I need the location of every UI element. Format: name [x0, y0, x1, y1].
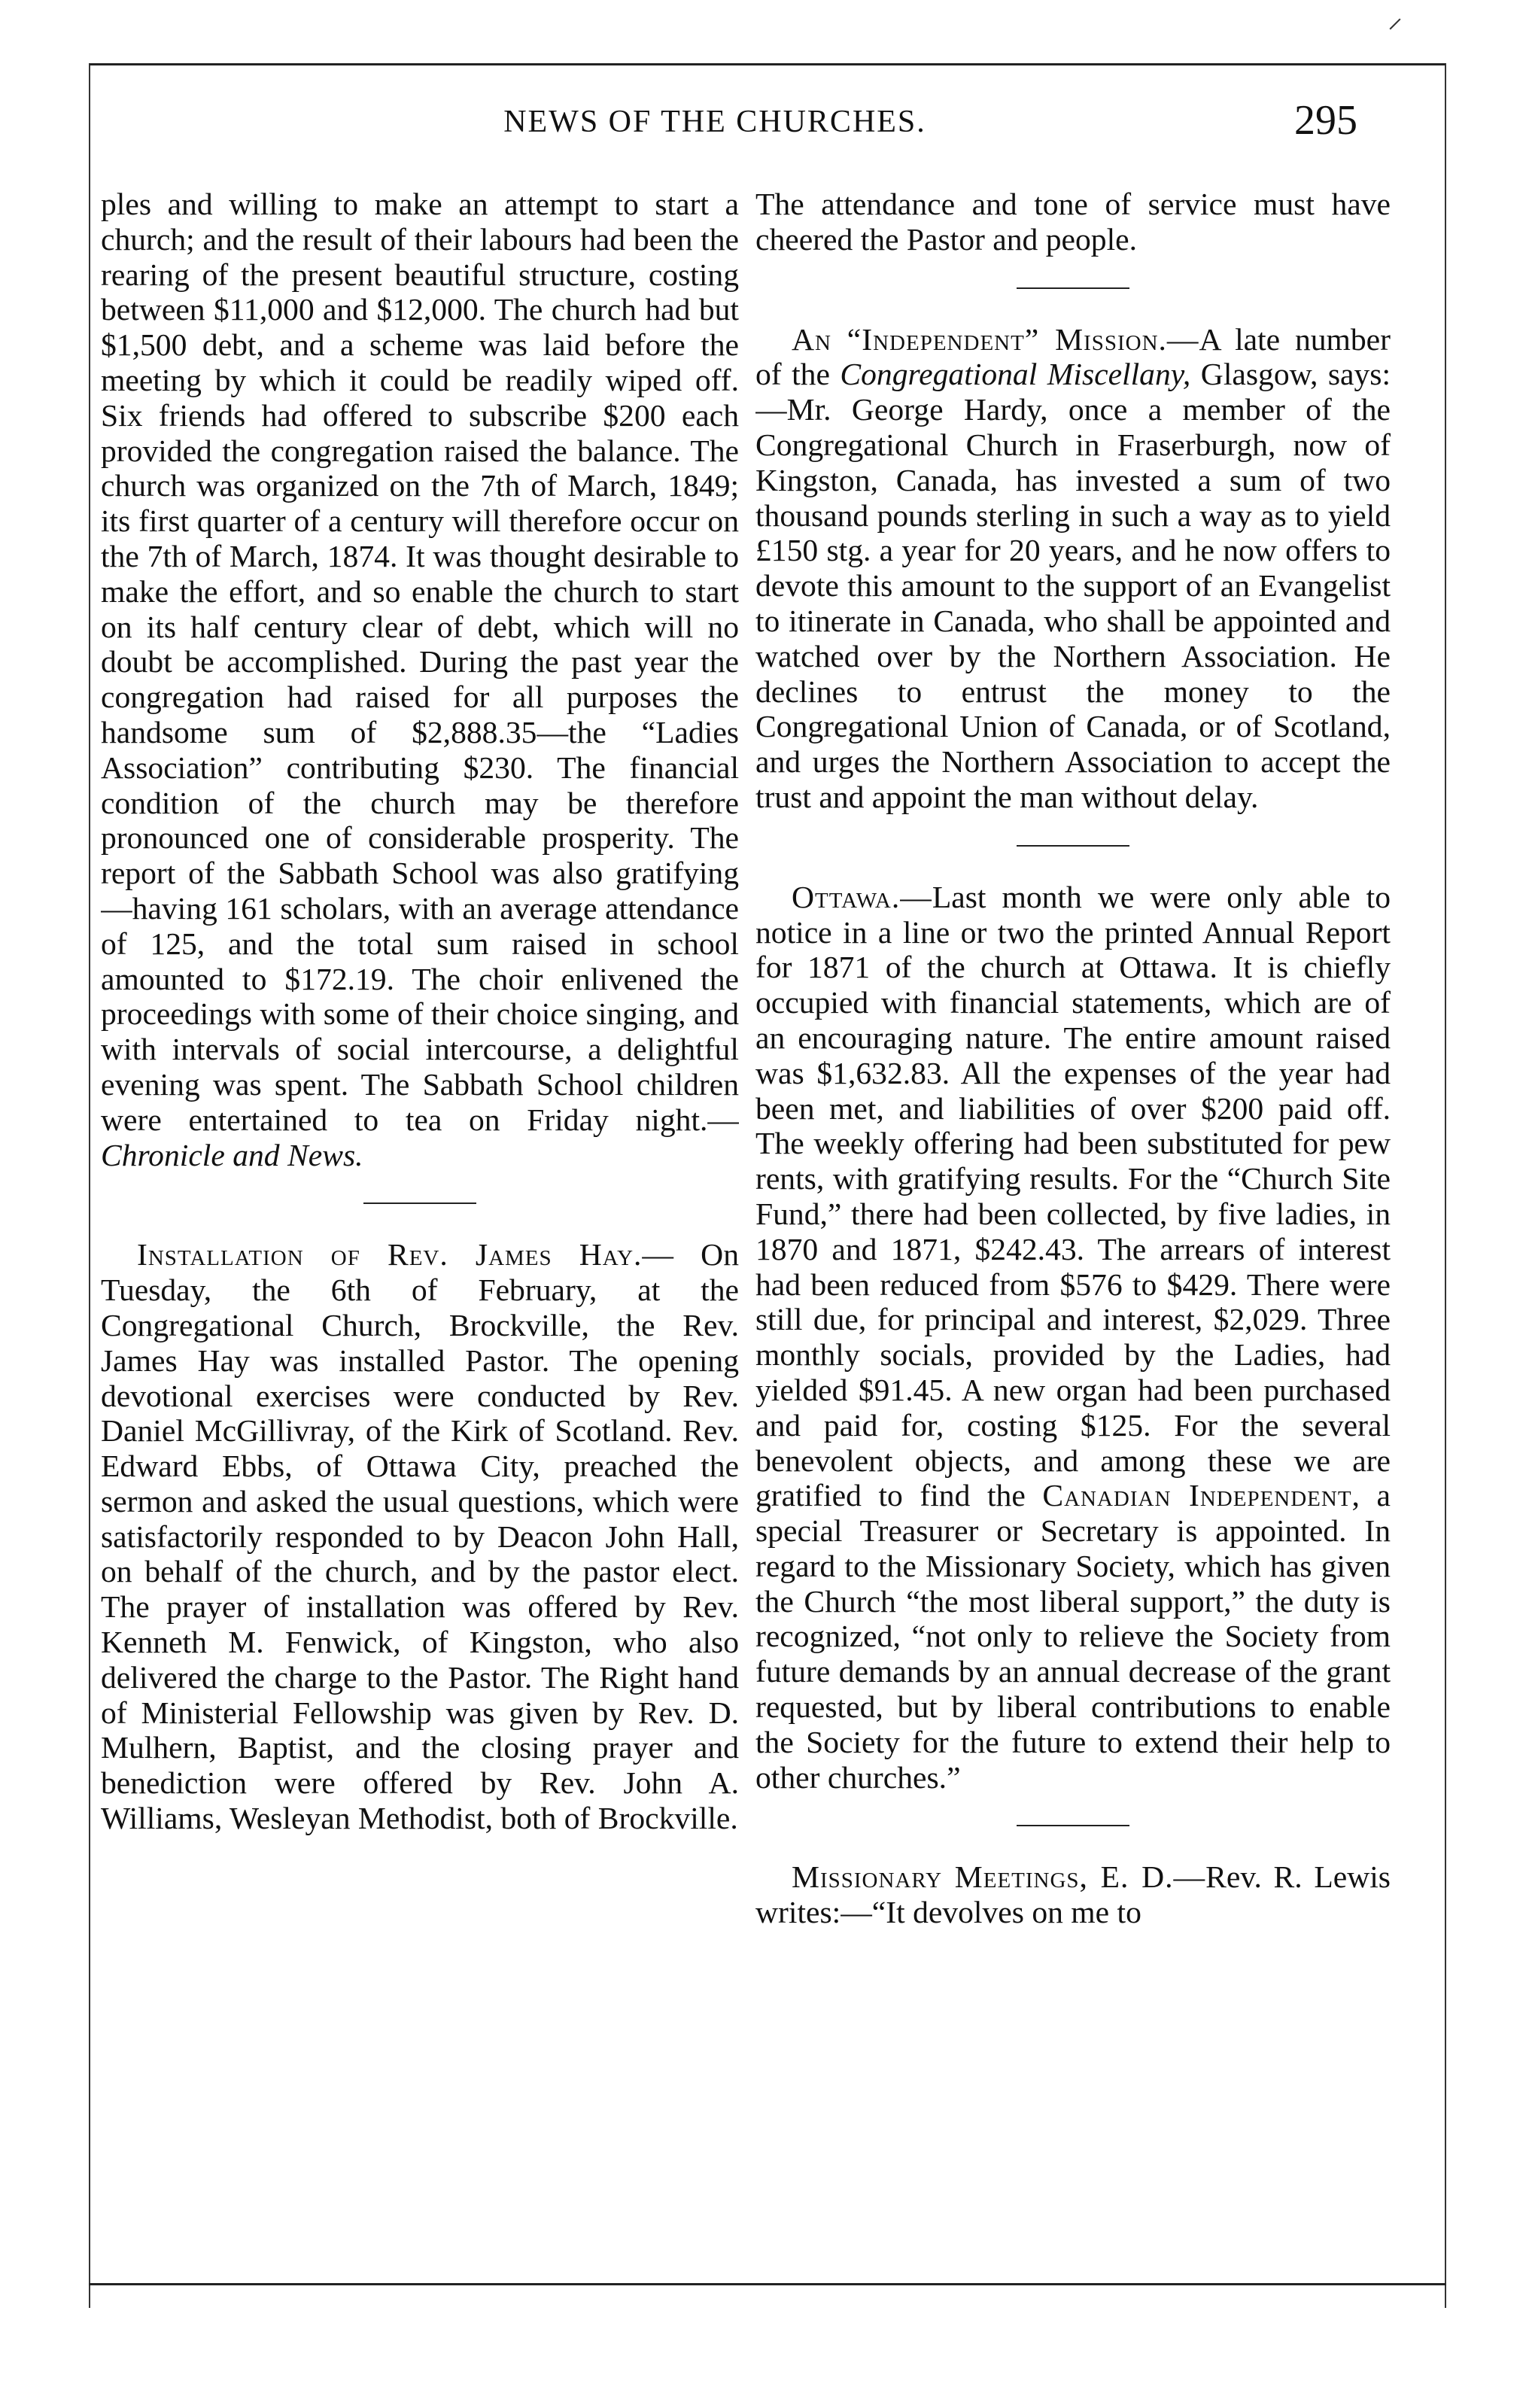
service-continuation: The attendance and tone of service must have cheered the Pastor and people.: [755, 187, 1391, 257]
continuation-text: ples and willing to make an attempt to start a church; and the result of their labours had been the rearing of the present beautiful structure, costing between $11,000 and $12,000. The church had but $1,500 debt, and a scheme was laid before the meeting by which it could be readily wiped off. Six friends had offered to subscribe $200 each provided the congregation raised the balance. The church was organized on the 7th of March, 1849; its first quarter of a century will therefore occur on the 7th of March, 1874. It was thought desirable to make the effort, and so enable the church to start on its half century clear of debt, which will no doubt be accomplished. During the past year the congregation had raised for all purposes the handsome sum of $2,888.35—the “Ladies Association” contributing $230. The financial condition of the church may be therefore pronounced one of considerable prosperity. The report of the Sabbath School was also gratifying —having 161 scholars, with an average attendance of 125, and the total sum raised in school amounted to $172.19. The choir enlivened the proceedings with some of their choice singing, and with intervals of social intercourse, a delightful evening was spent. The Sabbath School children were entertained to tea on Friday night.—: [101, 187, 739, 1137]
installation-heading: Installation of Rev. James Hay.—: [137, 1237, 675, 1272]
continuation-source: Chronicle and News.: [101, 1137, 363, 1172]
mission-intro: A late number of the: [755, 321, 1391, 392]
missionary-heading: Missionary Meetings, E. D.—: [792, 1859, 1206, 1895]
mission-source: Congregational Miscellany,: [840, 357, 1191, 392]
section-divider: [363, 1202, 476, 1204]
installation-article: [101, 1237, 739, 1836]
ottawa-body-1: Last month we were only able to notice in a line or two the printed Annual Report for 1871 of the church at Ottawa. It is chiefly occupied with financial statements, which are of an encouraging nature. The entire amount raised was $1,632.83. All the expenses of the year had been met, and liabilities of over $200 paid off. The weekly offering had been substituted for pew rents, with gratifying results. For the “Church Site Fund,” there had been collected, by five ladies, in 1870 and 1871, $242.43. The arrears of interest had been reduced from $576 to $429. There were still due, for principal and interest, $2,029. Three monthly socials, provided by the Ladies, had yielded $91.45. A new organ had been purchased and paid for, costing $125. For the several benevolent objects, and among these we are gratified to find the: [755, 879, 1391, 1513]
left-column: [101, 187, 739, 2248]
ottawa-article: [755, 880, 1391, 1795]
mission-body: Glasgow, says:—Mr. George Hardy, once a member of the Congregational Church in Fraserburgh, now of Kingston, Canada, has invested a sum of two thousand pounds sterling in such a way as to yield £150 stg. a year for 20 years, and he now offers to devote this amount to the support of an Evangelist to itinerate in Canada, who shall be appointed and watched over by the Northern Association. He declines to entrust the money to the Congregational Union of Canada, or of Scotland, and urges the Northern Association to accept the trust and appoint the man without delay.: [755, 357, 1391, 814]
section-divider: [1017, 287, 1129, 289]
mission-article: [755, 322, 1391, 815]
missionary-body: Rev. R. Lewis writes:—“It devolves on me to: [755, 1859, 1391, 1930]
missionary-article: [755, 1859, 1391, 1930]
mission-heading: An “Independent” Mission.—: [792, 321, 1199, 357]
church-report-continuation: [101, 187, 739, 1172]
section-divider: [1017, 845, 1129, 847]
installation-body: On Tuesday, the 6th of February, at the Congregational Church, Brockville, the Rev. James Hay was installed Pastor. The opening devotional exercises were conducted by Rev. Daniel McGillivray, of the Kirk of Scotland. Rev. Edward Ebbs, of Ottawa City, preached the sermon and asked the usual questions, which were satisfactorily responded to by Deacon John Hall, on behalf of the church, and by the pastor elect. The prayer of installation was offered by Rev. Kenneth M. Fenwick, of Kingston, who also delivered the charge to the Pastor. The Right hand of Ministerial Fellowship was given by Rev. D. Mulhern, Baptist, and the closing prayer and benediction were offered by Rev. John A. Williams, Wesleyan Methodist, both of Brockville.: [101, 1237, 739, 1836]
margin-mark: ⸍: [1388, 13, 1403, 47]
section-divider: [1017, 1825, 1129, 1826]
running-head: NEWS OF THE CHURCHES.: [503, 105, 926, 139]
ottawa-body-2: , a special Treasurer or Secretary is appointed. In regard to the Missionary Society, which has given the Church “the most liberal support,” the duty is recognized, “not only to relieve the Society from future demands by an annual decrease of the grant requested, but by liberal contributions to enable the Society for the future to extend their help to other churches.”: [755, 1478, 1391, 1795]
right-column: [755, 187, 1391, 2248]
bottom-rule: [89, 2283, 1446, 2285]
ottawa-heading: Ottawa.—: [792, 879, 932, 914]
page-number: 295: [1294, 97, 1357, 144]
ottawa-paper-name: Canadian Independent: [1042, 1478, 1352, 1513]
